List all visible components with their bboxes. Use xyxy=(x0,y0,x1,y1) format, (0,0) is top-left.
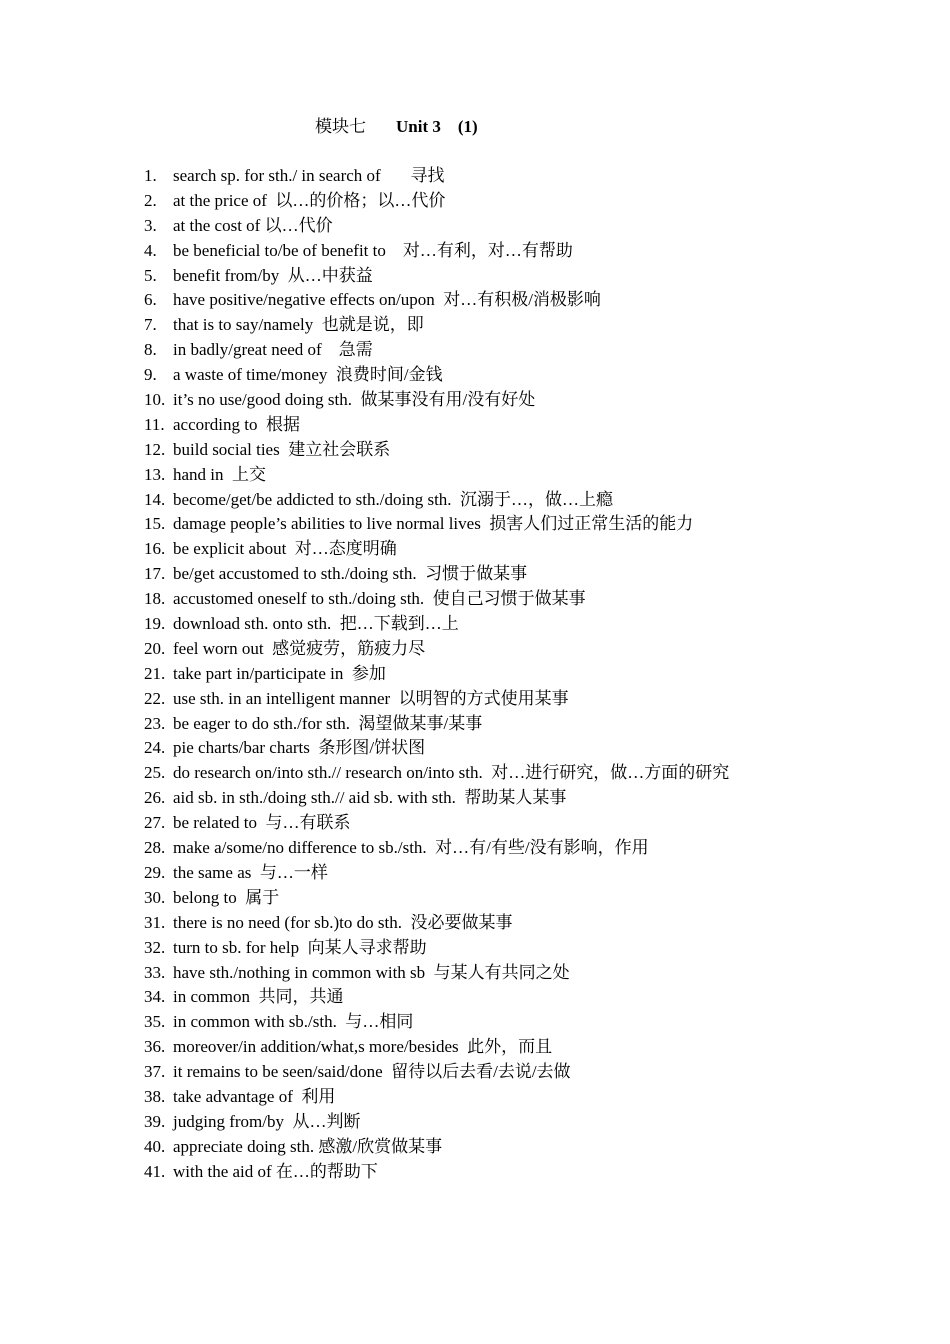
item-number: 39. xyxy=(144,1111,166,1131)
list-item xyxy=(144,363,729,388)
list-item xyxy=(144,537,729,562)
item-number: 5. xyxy=(144,265,157,285)
item-number: 1. xyxy=(144,166,157,185)
list-item xyxy=(144,911,729,936)
item-text: there is no need (for sb.)to do sth. 没必要做某事 xyxy=(173,912,513,932)
item-text: appreciate doing sth. 感激/欣赏做某事 xyxy=(173,1136,443,1156)
item-number: 15. xyxy=(144,514,166,534)
item-text: turn to sb. for help 向某人寻求帮助 xyxy=(173,937,427,957)
item-number: 30. xyxy=(144,887,166,907)
item-number: 31. xyxy=(144,912,166,932)
item-text: feel worn out 感觉疲劳，筋疲力尽 xyxy=(173,638,426,658)
list-item xyxy=(144,1135,729,1160)
item-text: at the cost of 以…代价 xyxy=(173,215,333,235)
item-text: have sth./nothing in common with sb 与某人有共同之处 xyxy=(173,962,570,982)
item-number: 2. xyxy=(144,190,157,210)
list-item xyxy=(144,438,729,463)
list-item xyxy=(144,214,729,239)
list-item xyxy=(144,1110,729,1135)
item-text: become/get/be addicted to sth./doing sth. 沉溺于…，做…上瘾 xyxy=(173,489,614,509)
item-text: be/get accustomed to sth./doing sth. 习惯于做某事 xyxy=(173,564,528,584)
list-item xyxy=(144,164,729,189)
item-text: at the price of 以…的价格；以…代价 xyxy=(173,190,446,210)
item-number: 17. xyxy=(144,564,166,584)
item-number: 11. xyxy=(144,414,165,434)
item-text: in common with sb./sth. 与…相同 xyxy=(173,1012,414,1032)
item-text: have positive/negative effects on/upon 对…有积极/消极影响 xyxy=(173,290,601,310)
item-number: 10. xyxy=(144,390,166,410)
list-item xyxy=(144,413,729,438)
list-item xyxy=(144,1085,729,1110)
list-item xyxy=(144,961,729,986)
list-item xyxy=(144,662,729,687)
item-text: belong to 属于 xyxy=(173,887,280,907)
item-number: 24. xyxy=(144,738,166,758)
list-item xyxy=(144,687,729,712)
item-number: 4. xyxy=(144,240,157,260)
item-number: 3. xyxy=(144,215,157,235)
list-item xyxy=(144,637,729,662)
list-item xyxy=(144,861,729,886)
item-text: download sth. onto sth. 把…下载到…上 xyxy=(173,614,459,634)
list-item xyxy=(144,313,729,338)
item-text: that is to say/namely 也就是说，即 xyxy=(173,315,424,335)
list-item xyxy=(144,562,729,587)
item-number: 20. xyxy=(144,638,166,658)
item-number: 32. xyxy=(144,937,166,957)
item-number: 19. xyxy=(144,614,166,634)
item-text: make a/some/no difference to sb./sth. 对…有/有些/没有影响，作用 xyxy=(173,838,649,858)
item-text: do research on/into sth.// research on/into sth. 对…进行研究，做…方面的研究 xyxy=(173,763,730,783)
item-text: in badly/great need of 急需 xyxy=(173,340,373,360)
list-item xyxy=(144,488,729,513)
page-title xyxy=(315,116,478,138)
item-text: benefit from/by 从…中获益 xyxy=(173,265,373,285)
list-item xyxy=(144,239,729,264)
item-number: 7. xyxy=(144,315,157,335)
list-item xyxy=(144,736,729,761)
item-text: search sp. for sth./ in search of 寻找 xyxy=(173,166,445,185)
unit-label: Unit 3 (1) xyxy=(396,117,478,136)
list-item xyxy=(144,836,729,861)
item-number: 37. xyxy=(144,1062,166,1082)
list-item xyxy=(144,189,729,214)
list-item xyxy=(144,512,729,537)
list-item xyxy=(144,712,729,737)
list-item xyxy=(144,264,729,289)
item-number: 16. xyxy=(144,539,166,559)
item-number: 38. xyxy=(144,1086,166,1106)
item-text: use sth. in an intelligent manner 以明智的方式使用某事 xyxy=(173,688,569,708)
item-number: 13. xyxy=(144,464,166,484)
item-text: be explicit about 对…态度明确 xyxy=(173,539,397,559)
list-item xyxy=(144,463,729,488)
item-text: it’s no use/good doing sth. 做某事没有用/没有好处 xyxy=(173,390,536,410)
item-number: 41. xyxy=(144,1161,166,1181)
list-item xyxy=(144,1035,729,1060)
item-number: 23. xyxy=(144,713,166,733)
item-number: 40. xyxy=(144,1136,166,1156)
item-number: 26. xyxy=(144,788,166,808)
list-item xyxy=(144,1010,729,1035)
item-text: accustomed oneself to sth./doing sth. 使自己习惯于做某事 xyxy=(173,589,586,609)
list-item xyxy=(144,985,729,1010)
item-text: with the aid of 在…的帮助下 xyxy=(173,1161,378,1181)
item-text: it remains to be seen/said/done 留待以后去看/去说/去做 xyxy=(173,1062,571,1082)
list-item xyxy=(144,1060,729,1085)
item-text: a waste of time/money 浪费时间/金钱 xyxy=(173,365,443,385)
item-number: 29. xyxy=(144,862,166,882)
item-text: take part in/participate in 参加 xyxy=(173,663,386,683)
item-text: the same as 与…一样 xyxy=(173,862,328,882)
item-text: take advantage of 利用 xyxy=(173,1086,336,1106)
item-number: 28. xyxy=(144,838,166,858)
item-text: aid sb. in sth./doing sth.// aid sb. with sth. 帮助某人某事 xyxy=(173,788,567,808)
item-text: be beneficial to/be of benefit to 对…有利，对…有帮助 xyxy=(173,240,573,260)
item-text: according to 根据 xyxy=(173,414,300,434)
item-text: damage people’s abilities to live normal lives 损害人们过正常生活的能力 xyxy=(173,514,694,534)
item-text: build social ties 建立社会联系 xyxy=(173,439,391,459)
item-number: 36. xyxy=(144,1037,166,1057)
item-number: 25. xyxy=(144,763,166,783)
item-text: in common 共同，共通 xyxy=(173,987,344,1007)
list-item xyxy=(144,936,729,961)
item-text: be related to 与…有联系 xyxy=(173,813,351,833)
item-number: 21. xyxy=(144,663,166,683)
list-item xyxy=(144,587,729,612)
item-number: 22. xyxy=(144,688,166,708)
item-text: be eager to do sth./for sth. 渴望做某事/某事 xyxy=(173,713,483,733)
module-label: 模块七 xyxy=(315,117,366,136)
item-number: 35. xyxy=(144,1012,166,1032)
list-item xyxy=(144,612,729,637)
item-number: 27. xyxy=(144,813,166,833)
list-item xyxy=(144,886,729,911)
item-number: 18. xyxy=(144,589,166,609)
list-item xyxy=(144,288,729,313)
item-number: 9. xyxy=(144,365,157,385)
phrase-list xyxy=(144,164,729,1185)
item-number: 34. xyxy=(144,987,166,1007)
list-item xyxy=(144,786,729,811)
item-text: judging from/by 从…判断 xyxy=(173,1111,361,1131)
item-number: 33. xyxy=(144,962,166,982)
item-number: 14. xyxy=(144,489,166,509)
list-item xyxy=(144,388,729,413)
list-item xyxy=(144,811,729,836)
item-number: 6. xyxy=(144,290,157,310)
list-item xyxy=(144,1160,729,1185)
item-text: hand in 上交 xyxy=(173,464,267,484)
item-text: moreover/in addition/what,s more/besides 此外，而且 xyxy=(173,1037,553,1057)
list-item xyxy=(144,338,729,363)
item-number: 12. xyxy=(144,439,166,459)
item-number: 8. xyxy=(144,340,157,360)
item-text: pie charts/bar charts 条形图/饼状图 xyxy=(173,738,426,758)
list-item xyxy=(144,761,729,786)
